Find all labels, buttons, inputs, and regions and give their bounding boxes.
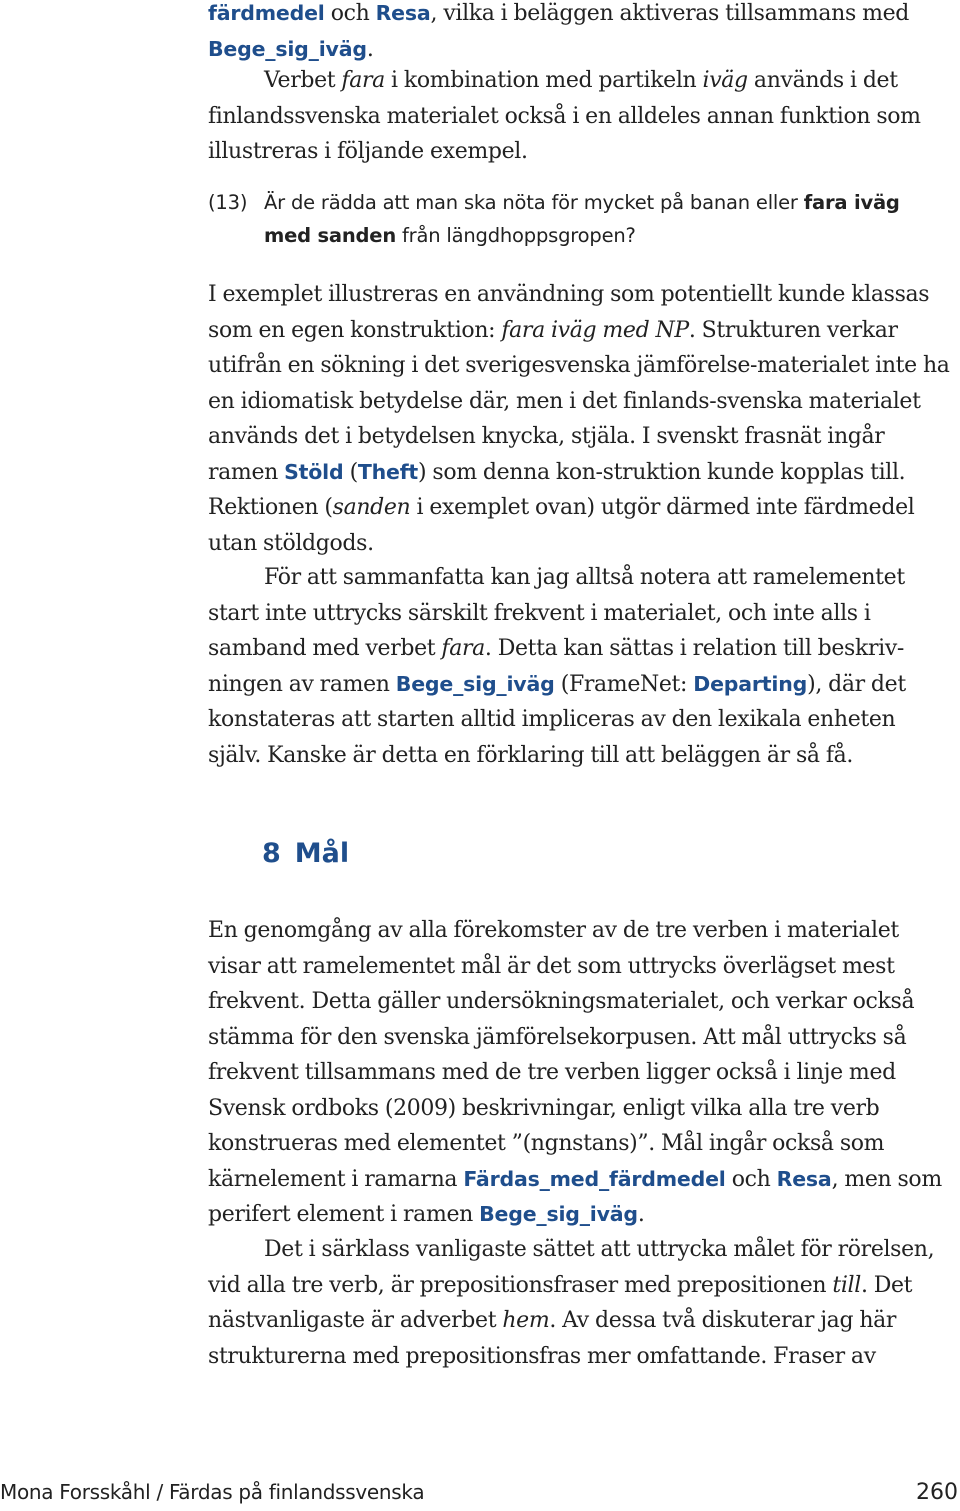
- frame-name: Theft: [357, 459, 419, 484]
- paragraph-verbet-fara: Verbet fara i kombination med partikeln iväg används i det finlandssvenska materialet också i en alldeles annan funktion som illustreras i följande exempel.: [208, 68, 921, 164]
- frame-name: Departing: [693, 671, 808, 696]
- paragraph-exemplet: I exemplet illustreras en användning som potentiellt kunde klassas som en egen konstruktion: fara iväg med NP. Strukturen verkar utifrån en sökning i det sverigesvenska jämförelse-materialet inte ha en idiomatisk betydelse där, men i det finlands-svenska materialet används det i betydelsen knycka, stjäla. I svenskt frasnät ingår ramen Stöld (Theft) som denna kon-struktion kunde kopplas till. Rektionen (sanden i exemplet ovan) utgör därmed inte färdmedel utan stöldgods.: [208, 282, 950, 556]
- frame-name: Resa: [776, 1166, 832, 1191]
- section-heading: [262, 838, 349, 869]
- example-text: Är de rädda att man ska nöta för mycket på banan eller fara iväg med sanden från längdhoppsgropen?: [264, 191, 900, 247]
- frame-name: Färdas_med_färdmedel: [463, 1166, 726, 1191]
- frame-name: Bege_sig_iväg: [395, 671, 555, 696]
- section-number: 8: [262, 838, 281, 869]
- paragraph-sammanfatta: För att sammanfatta kan jag alltså notera att ramelementet start inte uttrycks särskilt frekvent i materialet, och inte alls i samband med verbet fara. Detta kan sättas i relation till beskriv-ningen av ramen Bege_sig_iväg (FrameNet: Departing), där det konstateras att starten alltid impliceras av den lexikala enheten själv. Kanske är detta en förklaring till att beläggen är så få.: [208, 565, 906, 768]
- frame-name: Bege_sig_iväg: [208, 36, 367, 61]
- frame-name: färdmedel: [208, 1, 325, 25]
- section-title: Mål: [294, 838, 350, 869]
- paragraph-sarklass: Det i särklass vanligaste sättet att uttrycka målet för rörelsen, vid alla tre verb, är prepositionsfraser med prepositionen till. Det nästvanligaste är adverbet hem. Av dessa två diskuterar jag här strukturerna med prepositionsfras mer omfattande. Fraser av: [208, 1237, 935, 1369]
- page-number: 260: [916, 1480, 958, 1505]
- frame-name: Stöld: [284, 459, 344, 484]
- example-number: (13): [208, 191, 248, 214]
- paragraph-genomgang: En genomgång av alla förekomster av de tre verben i materialet visar att ramelementet mål är det som uttrycks överlägset mest frekvent. Detta gäller undersökningsmaterialet, och verkar också stämma för den svenska jämförelsekorpusen. Att mål uttrycks så frekvent tillsammans med de tre verben ligger också i linje med Svensk ordboks (2009) beskrivningar, enligt vilka alla tre verb konstrueras med elementet ”(ngnstans)”. Mål ingår också som kärnelement i ramarna Färdas_med_färdmedel och Resa, men som perifert element i ramen Bege_sig_iväg.: [208, 918, 942, 1227]
- paragraph-continuation: färdmedel och Resa, vilka i beläggen aktiveras tillsammans med Bege_sig_iväg.: [208, 1, 909, 62]
- frame-name: Resa: [375, 1, 431, 25]
- frame-name: Bege_sig_iväg: [479, 1202, 638, 1226]
- running-title: Mona Forsskåhl / Färdas på finlandssvenska: [0, 1480, 425, 1504]
- example-13: [208, 186, 953, 252]
